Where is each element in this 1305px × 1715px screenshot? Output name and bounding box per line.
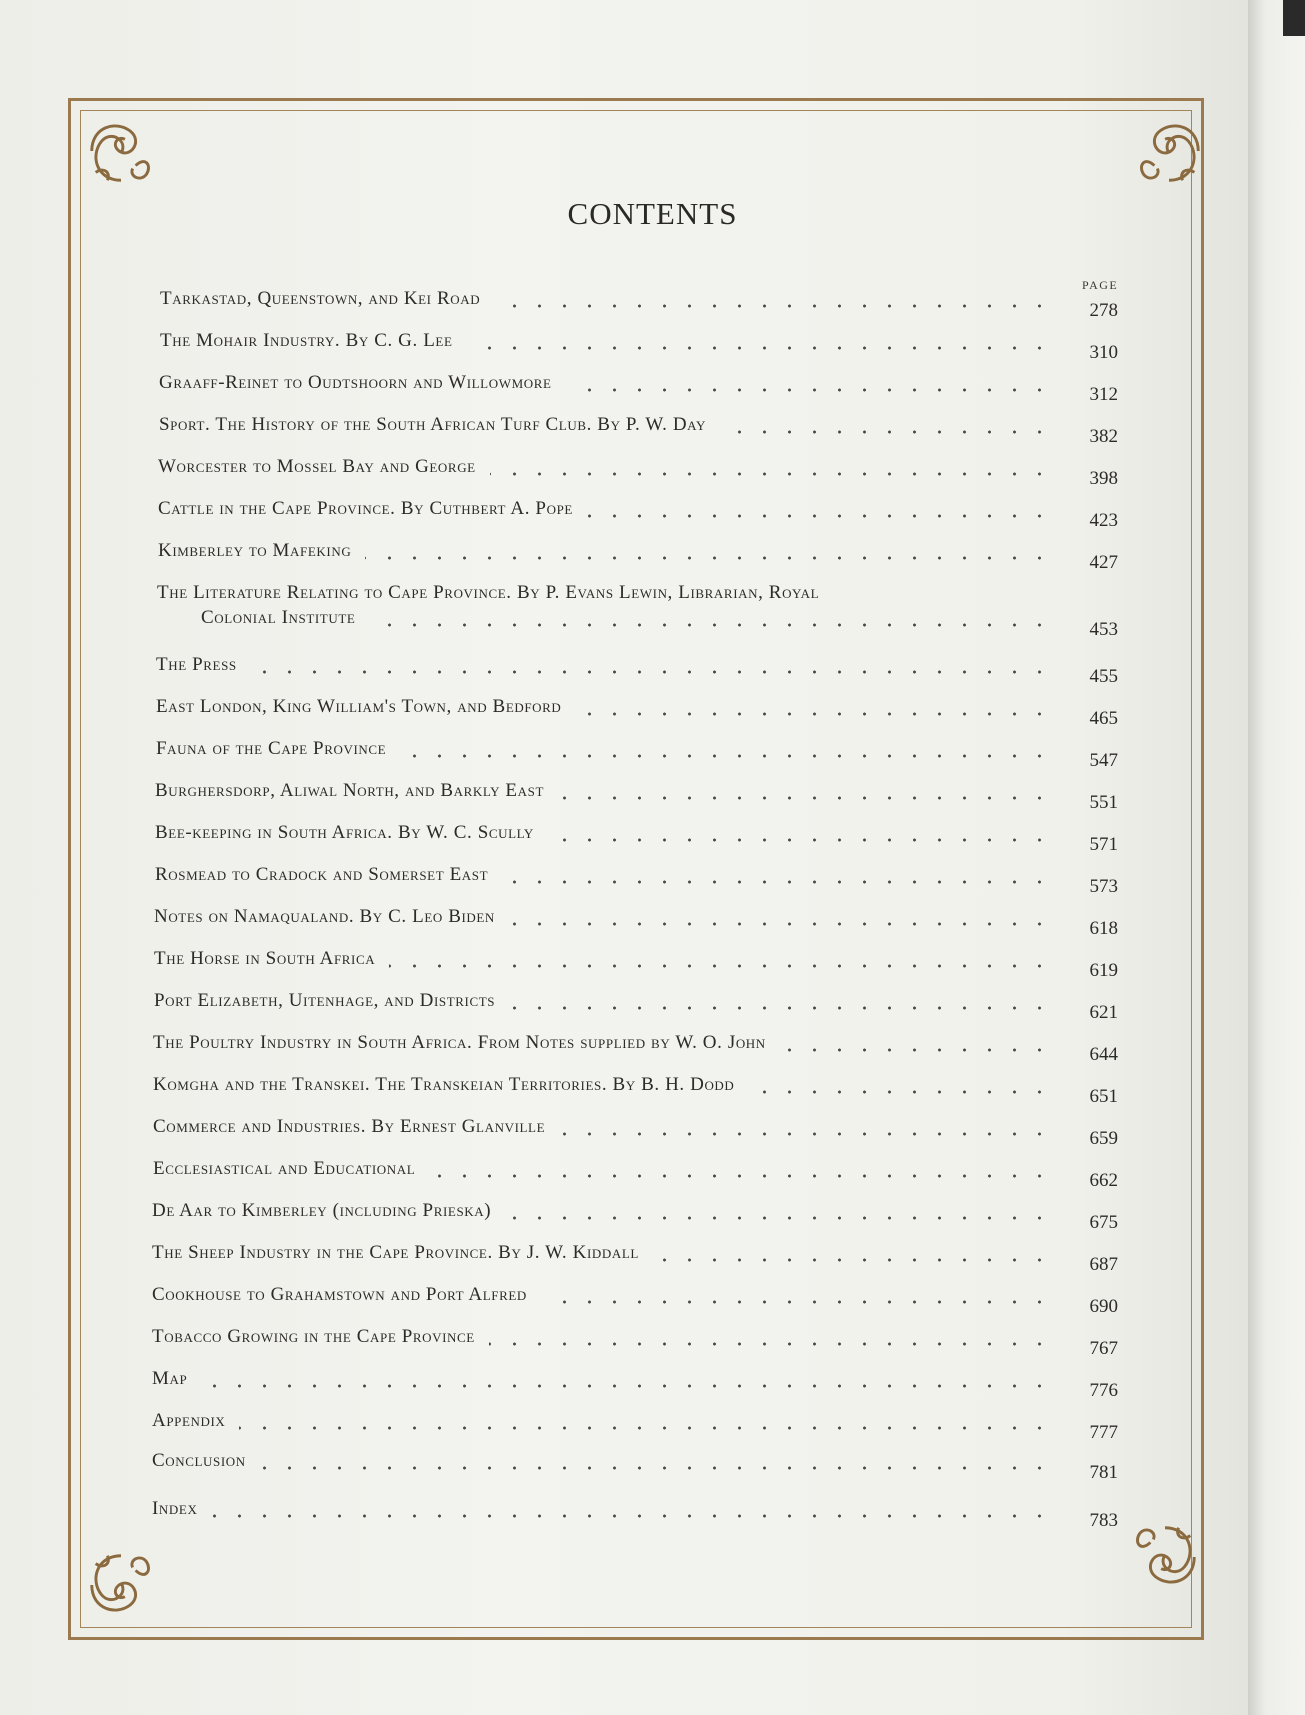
dot-leader — [429, 1173, 1052, 1179]
toc-page-number: 690 — [1089, 1296, 1118, 1317]
dot-leader — [653, 1257, 1052, 1263]
toc-entry-title: Burghersdorp, Aliwal North, and Barkly East — [155, 780, 544, 801]
toc-entry-title: Conclusion — [152, 1450, 246, 1471]
toc-page-number: 571 — [1089, 834, 1118, 855]
dot-leader — [494, 303, 1052, 309]
toc-entry-title: Komgha and the Transkei. The Transkeian Territories. By B. H. Dodd — [153, 1074, 735, 1095]
page-title: CONTENTS — [567, 196, 738, 231]
dot-leader — [548, 837, 1052, 843]
toc-page-number: 777 — [1089, 1422, 1118, 1443]
toc-entry-title: Tarkastad, Queenstown, and Kei Road — [160, 288, 481, 309]
toc-entry-title: Map — [152, 1368, 188, 1389]
toc-entry-title: Kimberley to Mafeking — [158, 540, 352, 561]
dot-leader — [201, 1383, 1052, 1389]
dot-leader — [389, 963, 1052, 969]
dot-leader — [467, 345, 1052, 351]
toc-entry-title: Fauna of the Cape Province — [156, 738, 387, 759]
toc-page-number: 618 — [1089, 918, 1118, 939]
toc-page-number: 312 — [1089, 384, 1118, 405]
toc-entry-title: Appendix — [152, 1410, 226, 1431]
dot-leader — [502, 879, 1052, 885]
dot-leader — [239, 1425, 1052, 1431]
dot-leader — [541, 1299, 1052, 1305]
dot-leader — [566, 387, 1052, 393]
toc-page-number: 621 — [1089, 1002, 1118, 1023]
toc-page-number: 465 — [1089, 708, 1118, 729]
dot-leader — [489, 1341, 1052, 1347]
toc-entry-title: Cattle in the Cape Province. By Cuthbert A. Pope — [158, 498, 573, 519]
toc-entry-title: Port Elizabeth, Uitenhage, and Districts — [154, 990, 496, 1011]
toc-page-number: 767 — [1089, 1338, 1118, 1359]
toc-entry-title: The Literature Relating to Cape Province. By P. Evans Lewin, Librarian, Royal — [157, 582, 820, 603]
dot-leader — [509, 921, 1052, 927]
dot-leader — [260, 1465, 1052, 1471]
dot-leader — [509, 1005, 1052, 1011]
toc-page-number: 644 — [1089, 1044, 1118, 1065]
toc-entry-title: Cookhouse to Grahamstown and Port Alfred — [152, 1284, 527, 1305]
toc-entry-title: Ecclesiastical and Educational — [153, 1158, 416, 1179]
toc-entry-title: Notes on Namaqualand. By C. Leo Biden — [154, 906, 495, 927]
dot-leader — [780, 1047, 1052, 1053]
toc-page-number: 278 — [1089, 300, 1118, 321]
toc-page-number: 453 — [1089, 619, 1118, 640]
toc-page-number: 427 — [1089, 552, 1118, 573]
toc-entry-title: Index — [152, 1498, 198, 1519]
dot-leader — [211, 1513, 1052, 1519]
toc-page-number: 781 — [1089, 1462, 1118, 1483]
toc-entry-title: Commerce and Industries. By Ernest Glanville — [153, 1116, 546, 1137]
toc-entry-title: The Press — [156, 654, 237, 675]
toc-page-number: 573 — [1089, 876, 1118, 897]
toc-page-number: 398 — [1089, 468, 1118, 489]
dot-leader — [720, 429, 1052, 435]
toc-entry-title: The Sheep Industry in the Cape Province. By J. W. Kiddall — [152, 1242, 639, 1263]
toc-entry-title: Rosmead to Cradock and Somerset East — [155, 864, 489, 885]
toc-page-number: 659 — [1089, 1128, 1118, 1149]
toc-entry-title: Bee-keeping in South Africa. By W. C. Scully — [155, 822, 534, 843]
dot-leader — [575, 711, 1052, 717]
toc-page-number: 423 — [1089, 510, 1118, 531]
toc-entry-title: De Aar to Kimberley (including Prieska) — [152, 1200, 492, 1221]
dot-leader — [748, 1089, 1052, 1095]
dot-leader — [400, 753, 1052, 759]
dot-leader — [587, 513, 1052, 519]
dot-leader — [251, 669, 1052, 675]
toc-entry-title: Tobacco Growing in the Cape Province — [152, 1326, 475, 1347]
toc-page-number: 662 — [1089, 1170, 1118, 1191]
toc-page-number: 382 — [1089, 426, 1118, 447]
toc-entry-title: Sport. The History of the South African Turf Club. By P. W. Day — [159, 414, 706, 435]
dot-leader — [559, 1131, 1052, 1137]
toc-entry-title: East London, King William's Town, and Bedford — [156, 696, 562, 717]
toc-page-number: 651 — [1089, 1086, 1118, 1107]
toc-page-number: 776 — [1089, 1380, 1118, 1401]
toc-entry-title: The Horse in South Africa — [154, 948, 376, 969]
toc-page-number: 551 — [1089, 792, 1118, 813]
dot-leader — [490, 471, 1052, 477]
toc-entry-title-continued: Colonial Institute — [201, 607, 356, 628]
dot-leader — [369, 622, 1052, 628]
dot-leader — [365, 555, 1052, 561]
toc-entry-title: The Poultry Industry in South Africa. From Notes supplied by W. O. John — [153, 1032, 766, 1053]
toc-entry-title: Worcester to Mossel Bay and George — [158, 456, 476, 477]
toc-page-number: 619 — [1089, 960, 1118, 981]
dot-leader — [558, 795, 1052, 801]
toc-page-number: 310 — [1089, 342, 1118, 363]
toc-page-number: 547 — [1089, 750, 1118, 771]
toc-entry-title: Graaff-Reinet to Oudtshoorn and Willowmore — [159, 372, 552, 393]
toc-page-number: 783 — [1089, 1510, 1118, 1531]
toc-page-number: 675 — [1089, 1212, 1118, 1233]
toc-page-number: 687 — [1089, 1254, 1118, 1275]
toc-entry-title: The Mohair Industry. By C. G. Lee — [160, 330, 453, 351]
dot-leader — [505, 1215, 1052, 1221]
toc-page-number: 455 — [1089, 666, 1118, 687]
page-column-header: PAGE — [1082, 278, 1119, 292]
